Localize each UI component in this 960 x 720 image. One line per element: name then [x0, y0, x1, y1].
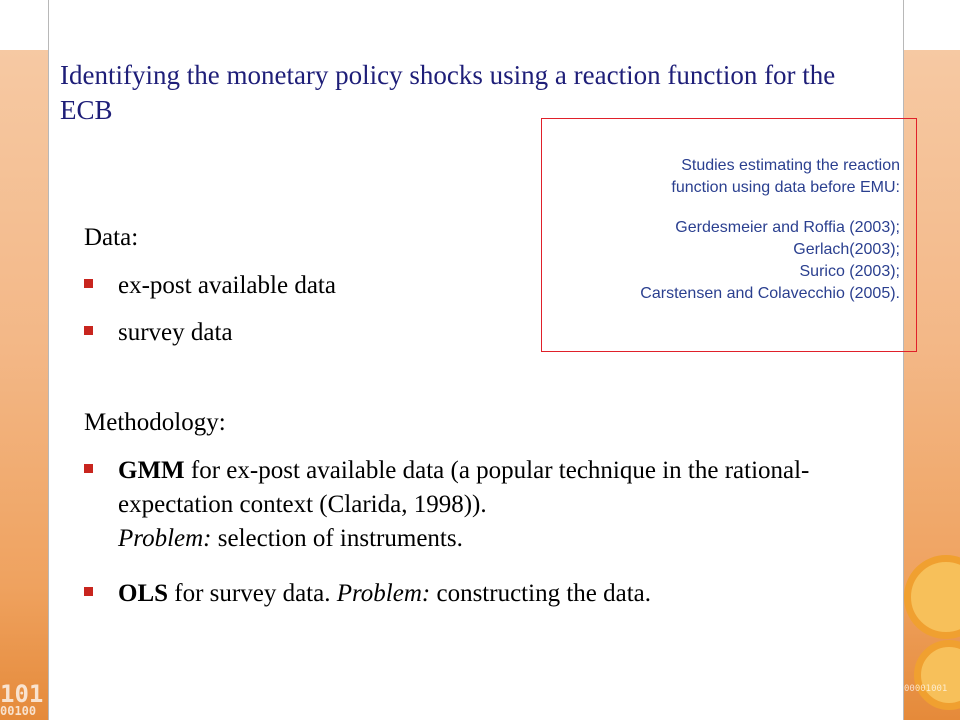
note-reference: Carstensen and Colavecchio (2005). [640, 285, 900, 302]
methodology-label: Methodology: [84, 409, 226, 436]
note-heading-line: Studies estimating the reaction [681, 157, 900, 174]
method-name: GMM [118, 457, 185, 484]
decorative-binary-text: 101 [0, 680, 44, 708]
bullet-square-icon [84, 464, 93, 473]
left-background-strip [0, 50, 48, 720]
bullet-text [118, 577, 888, 611]
decorative-binary-text: 00001001 [904, 684, 948, 694]
method-description: for survey data. [168, 580, 337, 607]
problem-label: Problem: [118, 525, 212, 552]
data-label: Data: [84, 224, 139, 251]
note-reference: Gerlach(2003); [793, 241, 900, 258]
decorative-binary-text: 00100 [0, 704, 37, 718]
method-description: for ex-post available data (a popular technique in the rational-expectation context (Clarida, 1998)). [118, 457, 810, 518]
method-name: OLS [118, 580, 169, 607]
note-reference: Surico (2003); [799, 263, 900, 280]
bullet-square-icon [84, 326, 93, 335]
problem-description: constructing the data. [430, 580, 651, 607]
bullet-text: ex-post available data [118, 272, 336, 299]
note-heading [540, 155, 900, 199]
bullet-text [118, 454, 888, 556]
bullet-square-icon [84, 279, 93, 288]
bullet-square-icon [84, 587, 93, 596]
slide-title: Identifying the monetary policy shocks using a reaction function for the ECB [60, 60, 836, 125]
problem-description: selection of instruments. [211, 525, 463, 552]
bullet-text: survey data [118, 319, 233, 346]
note-reference: Gerdesmeier and Roffia (2003); [675, 219, 900, 236]
note-heading-line: function using data before EMU: [671, 179, 900, 196]
problem-label: Problem: [336, 580, 431, 607]
